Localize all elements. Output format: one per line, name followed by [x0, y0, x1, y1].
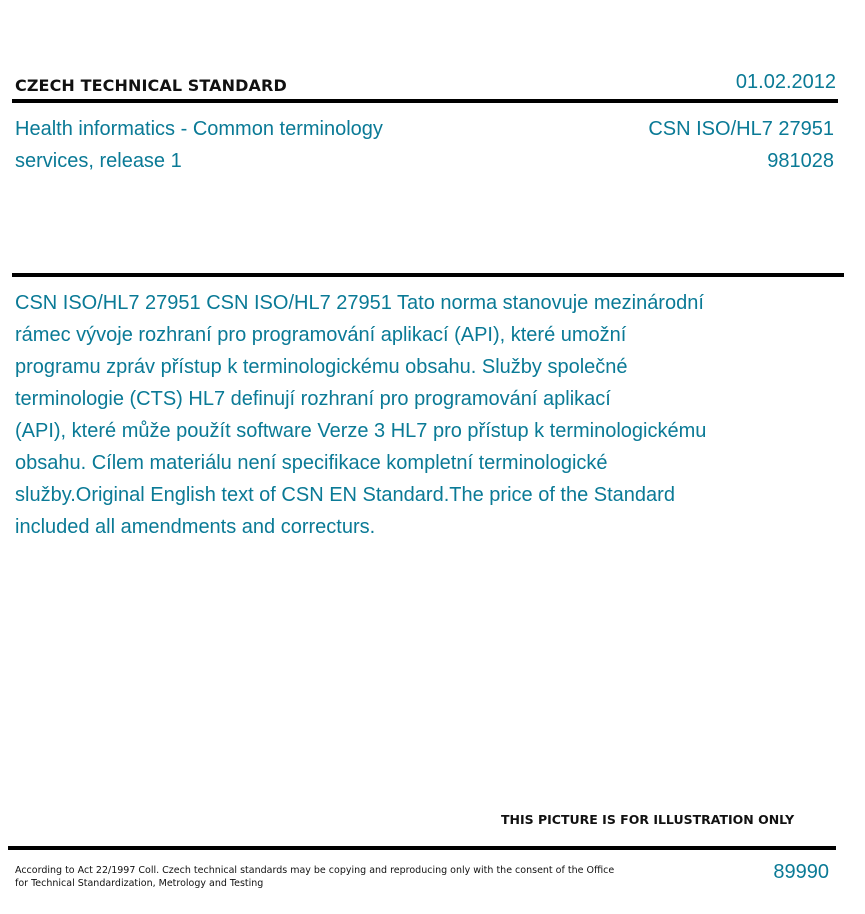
- abstract-line: programu zpráv přístup k terminologickému obsahu. Služby společné: [15, 356, 628, 378]
- publication-date: 01.02.2012: [735, 71, 836, 93]
- illustration-notice: THIS PICTURE IS FOR ILLUSTRATION ONLY: [501, 812, 795, 827]
- abstract-line: CSN ISO/HL7 27951 CSN ISO/HL7 27951 Tato norma stanovuje mezinárodní: [15, 292, 704, 314]
- document-title-line: services, release 1: [15, 150, 182, 172]
- price-code: 89990: [773, 861, 829, 883]
- abstract-line: included all amendments and correcturs.: [15, 516, 376, 538]
- bottom-divider: [8, 846, 836, 850]
- abstract-text: [15, 287, 805, 543]
- document-title: [15, 113, 495, 177]
- legal-notice: [15, 864, 615, 890]
- abstract-line: terminologie (CTS) HL7 definují rozhraní pro programování aplikací: [15, 388, 611, 410]
- legal-notice-line: According to Act 22/1997 Coll. Czech technical standards may be copying and reproducing only with the consent of the Office: [15, 865, 615, 876]
- classification-code: 981028: [767, 150, 834, 172]
- document-title-line: Health informatics - Common terminology: [15, 118, 383, 140]
- middle-divider: [12, 273, 844, 277]
- abstract-line: služby.Original English text of CSN EN Standard.The price of the Standard: [15, 484, 675, 506]
- abstract-line: obsahu. Cílem materiálu není specifikace kompletní terminologické: [15, 452, 608, 474]
- abstract-line: (API), které může použít software Verze 3 HL7 pro přístup k terminologickému: [15, 420, 707, 442]
- standard-number: CSN ISO/HL7 27951: [648, 118, 834, 140]
- abstract-line: rámec vývoje rozhraní pro programování aplikací (API), které umožní: [15, 324, 627, 346]
- top-divider: [12, 99, 838, 103]
- standard-identifiers: [648, 113, 834, 177]
- standard-type-label: CZECH TECHNICAL STANDARD: [15, 76, 287, 95]
- legal-notice-line: for Technical Standardization, Metrology and Testing: [15, 878, 264, 889]
